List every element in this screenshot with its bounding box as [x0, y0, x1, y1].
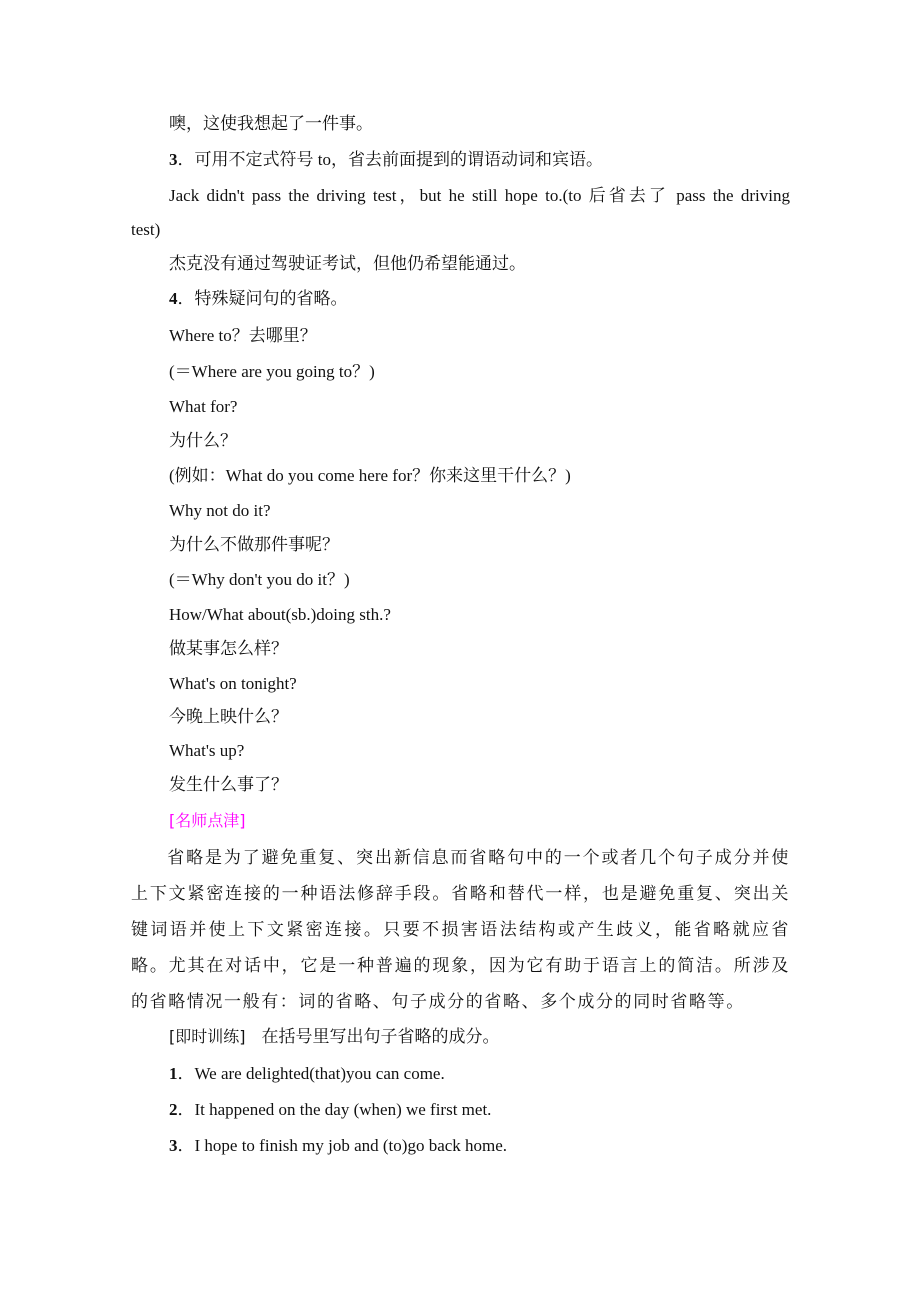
- practice-instruction: 在括号里写出句子省略的成分。: [261, 1027, 500, 1046]
- tip-heading: [169, 810, 246, 832]
- practice-item: [169, 1099, 491, 1121]
- line-text: 做某事怎么样？: [169, 639, 288, 658]
- practice-item-text: ．We are delighted(that)you can come.: [177, 1064, 445, 1083]
- example-sentence-continuation: [131, 219, 160, 241]
- line-text: How/What about(sb.)doing sth.?: [169, 605, 391, 624]
- practice-heading-label: [即时训练]: [169, 1027, 246, 1046]
- line-text: What's up?: [169, 741, 245, 760]
- line-text: 噢，这使我想起了一件事。: [169, 114, 373, 133]
- text-line: [169, 534, 339, 556]
- example-sentence: [169, 185, 790, 207]
- line-text: Why not do it?: [169, 501, 271, 520]
- practice-item-number: 1: [169, 1064, 178, 1083]
- line-text: 为什么？: [169, 431, 237, 450]
- rule-text: ．可用不定式符号 to，省去前面提到的谓语动词和宾语。: [177, 150, 603, 169]
- text-line: [169, 740, 244, 762]
- line-text: Jack didn't pass the driving test，but he still hope to.(to 后省去了 pass the driving: [169, 186, 790, 205]
- line-text: Where to？去哪里？: [169, 326, 317, 345]
- line-text: What for?: [169, 397, 238, 416]
- tip-paragraph: [131, 840, 790, 1020]
- line-text: What's on tonight?: [169, 674, 297, 693]
- text-line: [169, 604, 391, 626]
- text-line: [169, 673, 297, 695]
- numbered-rule-3: [169, 149, 603, 171]
- practice-item-number: 2: [169, 1100, 178, 1119]
- line-text: test): [131, 220, 161, 239]
- tip-heading-label: [名师点津]: [169, 811, 246, 830]
- practice-item-text: ．It happened on the day (when) we first met.: [177, 1100, 492, 1119]
- practice-heading: [169, 1026, 500, 1048]
- text-line: [169, 774, 288, 796]
- text-line: [169, 500, 271, 522]
- text-line: [169, 396, 237, 418]
- practice-item-text: ．I hope to finish my job and (to)go back home.: [177, 1136, 508, 1155]
- line-text: 杰克没有通过驾驶证考试，但他仍希望能通过。: [169, 254, 526, 273]
- rule-number: 4: [169, 289, 178, 308]
- text-line: [169, 361, 375, 383]
- line-text: (＝Where are you going to？): [169, 362, 375, 381]
- practice-item: [169, 1063, 445, 1085]
- line-text: 发生什么事了？: [169, 775, 288, 794]
- translation-line: [169, 253, 526, 275]
- tip-paragraph-text: 省略是为了避免重复、突出新信息而省略句中的一个或者几个句子成分并使上下文紧密连接的一种语法修辞手段。省略和替代一样，也是避免重复、突出关键词语并使上下文紧密连接。只要不损害语法结构或产生歧义，能省略就应省略。尤其在对话中，它是一种普遍的现象，因为它有助于语言上的简洁。所涉及的省略情况一般有：词的省略、句子成分的省略、多个成分的同时省略等。: [131, 848, 790, 1012]
- text-line: [169, 430, 237, 452]
- text-line: [169, 638, 288, 660]
- line-text: (例如：What do you come here for？你来这里干什么？): [169, 466, 571, 485]
- line-text: 今晚上映什么？: [169, 707, 288, 726]
- numbered-rule-4: [169, 288, 348, 310]
- line-text: (＝Why don't you do it？): [169, 570, 350, 589]
- rule-number: 3: [169, 150, 178, 169]
- text-line: [169, 569, 350, 591]
- practice-item: [169, 1135, 507, 1157]
- practice-item-number: 3: [169, 1136, 178, 1155]
- text-line: [169, 325, 317, 347]
- text-line: [169, 706, 288, 728]
- line-text: 为什么不做那件事呢？: [169, 535, 339, 554]
- text-line: [169, 113, 373, 135]
- text-line: [169, 465, 571, 487]
- rule-text: ．特殊疑问句的省略。: [177, 289, 348, 308]
